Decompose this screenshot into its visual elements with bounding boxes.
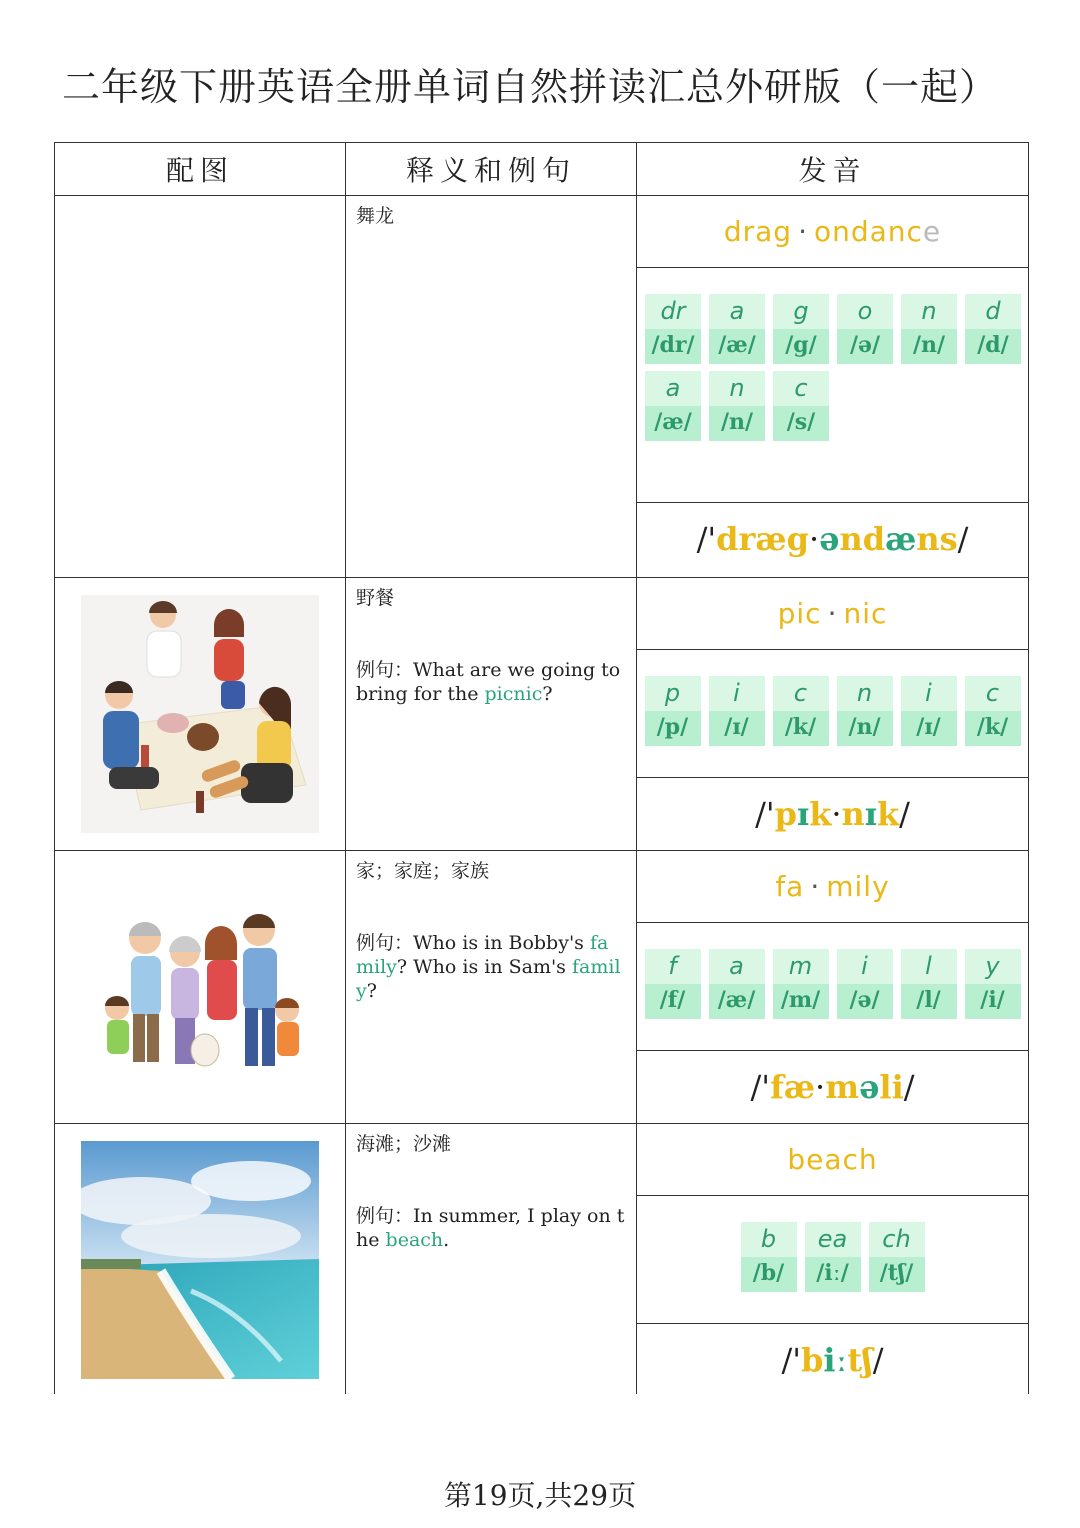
family-illustration (81, 868, 319, 1106)
word-box (637, 578, 1028, 650)
phonics-tile: i /ə/ (837, 949, 893, 1019)
ipa-transcription: /' b iː tʃ / (781, 1341, 884, 1379)
meaning-cell (346, 578, 637, 851)
ipa-transcription: /' dræg · ə nd æ ns / (696, 520, 969, 558)
meaning-text: 舞龙 (356, 205, 395, 227)
image-cell (55, 578, 346, 851)
ipa-box (637, 1324, 1028, 1396)
picnic-illustration (81, 595, 319, 833)
phonics-tile: g /g/ (773, 294, 829, 364)
example-sentence: 例句：Who is in Bobby's family? Who is in Sam's family? (356, 932, 621, 1002)
pronunciation-cell (637, 578, 1029, 851)
phonics-tile: c /s/ (773, 371, 829, 441)
phonics-tile: y /i/ (965, 949, 1021, 1019)
image-cell (55, 1124, 346, 1397)
image-cell-empty (55, 196, 346, 578)
phonics-tile: d /d/ (965, 294, 1021, 364)
table-row (55, 578, 1029, 851)
phonics-tile: a /æ/ (709, 294, 765, 364)
meaning-text: 野餐 (356, 587, 395, 609)
example-sentence: 例句：In summer, I play on the beach. (356, 1205, 625, 1251)
syllable: ondanc (813, 215, 923, 248)
table-row (55, 851, 1029, 1124)
beach-photo (81, 1141, 319, 1379)
phonics-tile: i /ɪ/ (709, 676, 765, 746)
phonics-tile: m /m/ (773, 949, 829, 1019)
meaning-text: 家；家庭；家族 (356, 860, 490, 882)
phonics-box (637, 1196, 1028, 1324)
table-header-row (55, 143, 1029, 196)
meaning-cell (346, 1124, 637, 1397)
phonics-tile: o /ə/ (837, 294, 893, 364)
page-title: 二年级下册英语全册单词自然拼读汇总外研版（一起） (62, 65, 999, 109)
header-image: 配图 (55, 143, 346, 196)
image-cell (55, 851, 346, 1124)
phonics-tile: a /æ/ (709, 949, 765, 1019)
phonics-tile: a /æ/ (645, 371, 701, 441)
ipa-box (637, 503, 1028, 575)
phonics-tile: n /n/ (901, 294, 957, 364)
ipa-box (637, 1051, 1028, 1123)
phonics-tile: c /k/ (773, 676, 829, 746)
table-row (55, 196, 1029, 578)
table-continuation-mask (54, 1394, 1030, 1398)
phonics-tiles (637, 1196, 1028, 1318)
pronunciation-cell (637, 851, 1029, 1124)
example-sentence: 例句：What are we going to bring for the picnic? (356, 659, 621, 705)
syllable-dot: · (798, 215, 808, 248)
pronunciation-cell (637, 196, 1029, 578)
page-number: 第19页,共29页 (443, 1479, 637, 1512)
syllable: fa (775, 870, 805, 903)
split-word (637, 196, 1028, 267)
header-pronunciation: 发音 (637, 143, 1029, 196)
split-word (637, 578, 1028, 649)
phonics-box (637, 923, 1028, 1051)
phonics-tile: dr /dr/ (645, 294, 701, 364)
phonics-tile: n /n/ (709, 371, 765, 441)
ipa-transcription: /' p ɪ k · n ɪ k / (755, 795, 910, 833)
silent-letter: e (922, 215, 942, 248)
syllable-dot: · (810, 870, 821, 903)
meaning-text: 海滩；沙滩 (356, 1133, 452, 1155)
pronunciation-cell (637, 1124, 1029, 1397)
meaning-cell (346, 851, 637, 1124)
phonics-box (637, 650, 1028, 778)
phonics-tile: n /n/ (837, 676, 893, 746)
split-word (637, 851, 1028, 922)
whole-word: beach (787, 1143, 878, 1176)
phonics-tile: i /ɪ/ (901, 676, 957, 746)
word-box (637, 196, 1028, 268)
phonics-box (637, 268, 1028, 503)
phonics-tile: ch /tʃ/ (869, 1222, 925, 1292)
ipa-transcription: /' fæ · m ə li / (750, 1068, 915, 1106)
syllable: drag (723, 215, 793, 248)
syllable: pic (777, 597, 822, 630)
phonics-tiles (637, 650, 1028, 772)
ipa-box (637, 778, 1028, 850)
phonics-tile: f /f/ (645, 949, 701, 1019)
syllable: mily (826, 870, 890, 903)
word-box (637, 851, 1028, 923)
syllable: nic (843, 597, 888, 630)
table-row (55, 1124, 1029, 1397)
meaning-cell (346, 196, 637, 578)
phonics-tile: c /k/ (965, 676, 1021, 746)
phonics-tile: ea /iː/ (805, 1222, 861, 1292)
phonics-tiles (637, 923, 1028, 1045)
phonics-tiles (637, 268, 1028, 467)
header-meaning: 释义和例句 (346, 143, 637, 196)
phonics-tile: l /l/ (901, 949, 957, 1019)
phonics-tile: p /p/ (645, 676, 701, 746)
word-box (637, 1124, 1028, 1196)
phonics-tile: b /b/ (741, 1222, 797, 1292)
vocab-table (54, 142, 1029, 1397)
syllable-dot: · (827, 597, 838, 630)
